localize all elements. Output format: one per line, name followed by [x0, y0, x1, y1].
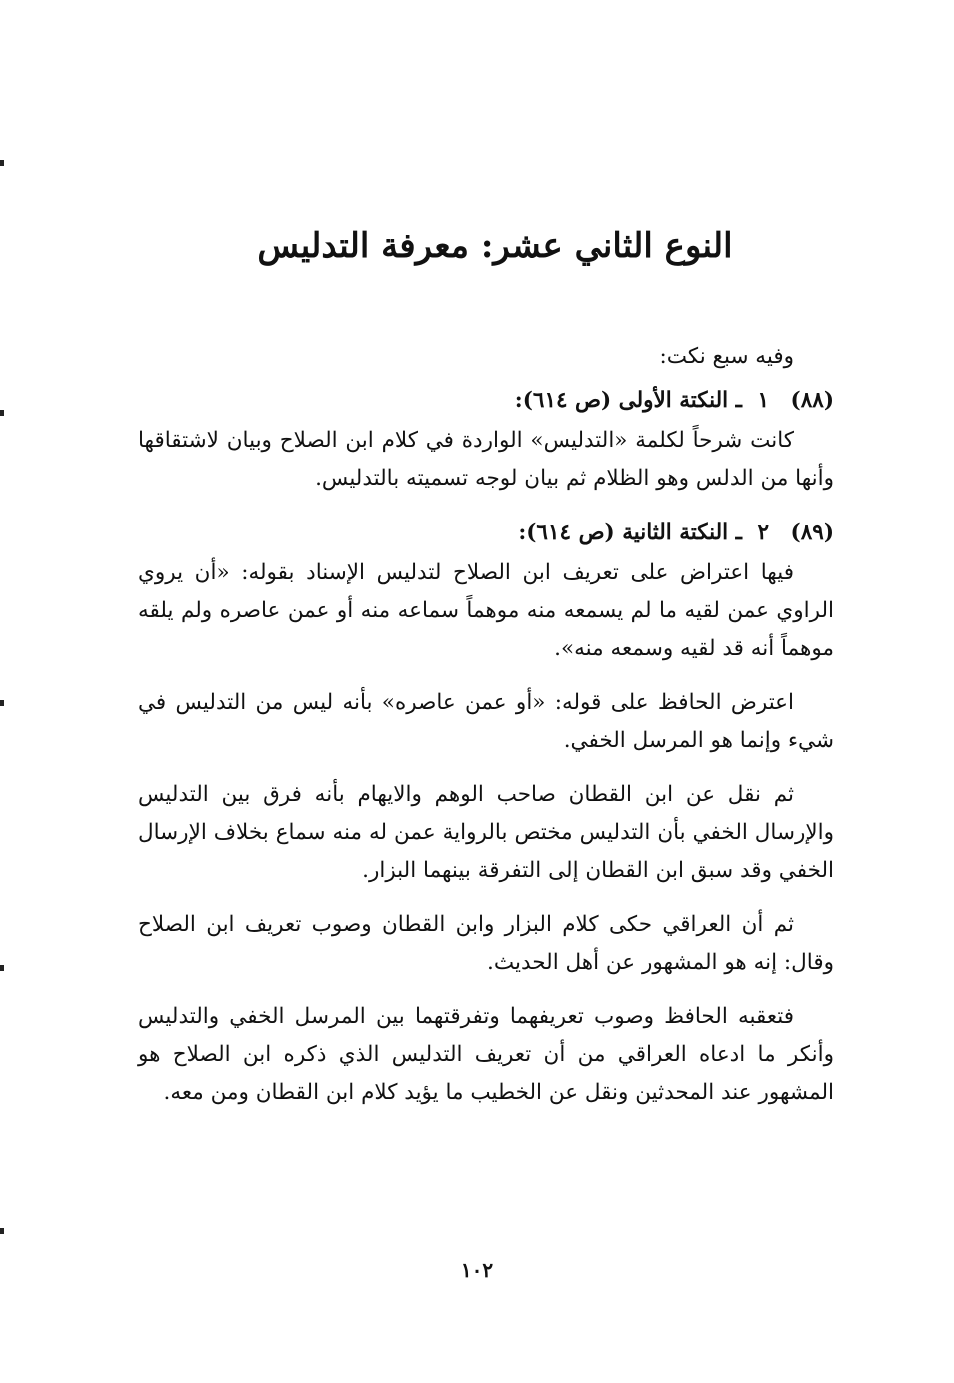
chapter-title: النوع الثاني عشر: معرفة التدليس: [257, 226, 733, 266]
section-index: ٢: [757, 520, 770, 545]
intro-line: وفيه سبع نكت:: [659, 344, 794, 369]
section-number: (٨٩): [790, 520, 834, 545]
scan-edge-mark: [0, 700, 4, 706]
page-number: ١٠٢: [460, 1258, 494, 1282]
scan-edge-mark: [0, 1228, 4, 1234]
paragraph: ثم نقل عن ابن القطان صاحب الوهم والايهام بأنه فرق بين التدليس والإرسال الخفي بأن التدليس مختص بالرواية عمن له منه سماع بخلاف الإرسال الخفي وقد سبق ابن القطان إلى التفرقة بينهما البزار.: [138, 782, 834, 883]
paragraph: فيها اعتراض على تعريف ابن الصلاح لتدليس الإسناد بقوله: «أن يروي الراوي عمن لقيه ما لم يسمعه منه موهماً سماعه منه أو عمن عاصره ولم يلقه موهماً أنه قد لقيه وسمعه منه».: [138, 560, 834, 661]
scan-edge-mark: [0, 410, 4, 416]
scan-edge-mark: [0, 965, 4, 971]
section-heading-text: ـ النكتة الأولى (ص ٦١٤):: [514, 388, 742, 413]
scan-edge-mark: [0, 160, 4, 166]
paragraph: اعترض الحافظ على قوله: «أو عمن عاصره» بأنه ليس من التدليس في شيء وإنما هو المرسل الخفي.: [138, 690, 834, 753]
paragraph: فتعقبه الحافظ وصوب تعريفهما وتفرقتهما بين المرسل الخفي والتدليس وأنكر ما ادعاه العراقي من أن تعريف التدليس الذي ذكره ابن الصلاح هو المشهور عند المحدثين ونقل عن الخطيب ما يؤيد كلام ابن القطان ومن معه.: [138, 1004, 834, 1105]
page-body: [138, 338, 834, 1122]
section-index: ١: [757, 388, 770, 413]
paragraph: كانت شرحاً لكلمة «التدليس» الواردة في كلام ابن الصلاح وبيان لاشتقاقها وأنها من الدلس وهو الظلام ثم بيان لوجه تسميته بالتدليس.: [138, 428, 834, 491]
section-heading: [138, 382, 834, 420]
section-number: (٨٨): [790, 388, 834, 413]
section-heading: [138, 514, 834, 552]
paragraph: ثم أن العراقي حكى كلام البزار وابن القطان وصوب تعريف ابن الصلاح وقال: إنه هو المشهور عن أهل الحديث.: [138, 912, 834, 975]
section-heading-text: ـ النكتة الثانية (ص ٦١٤):: [518, 520, 742, 545]
